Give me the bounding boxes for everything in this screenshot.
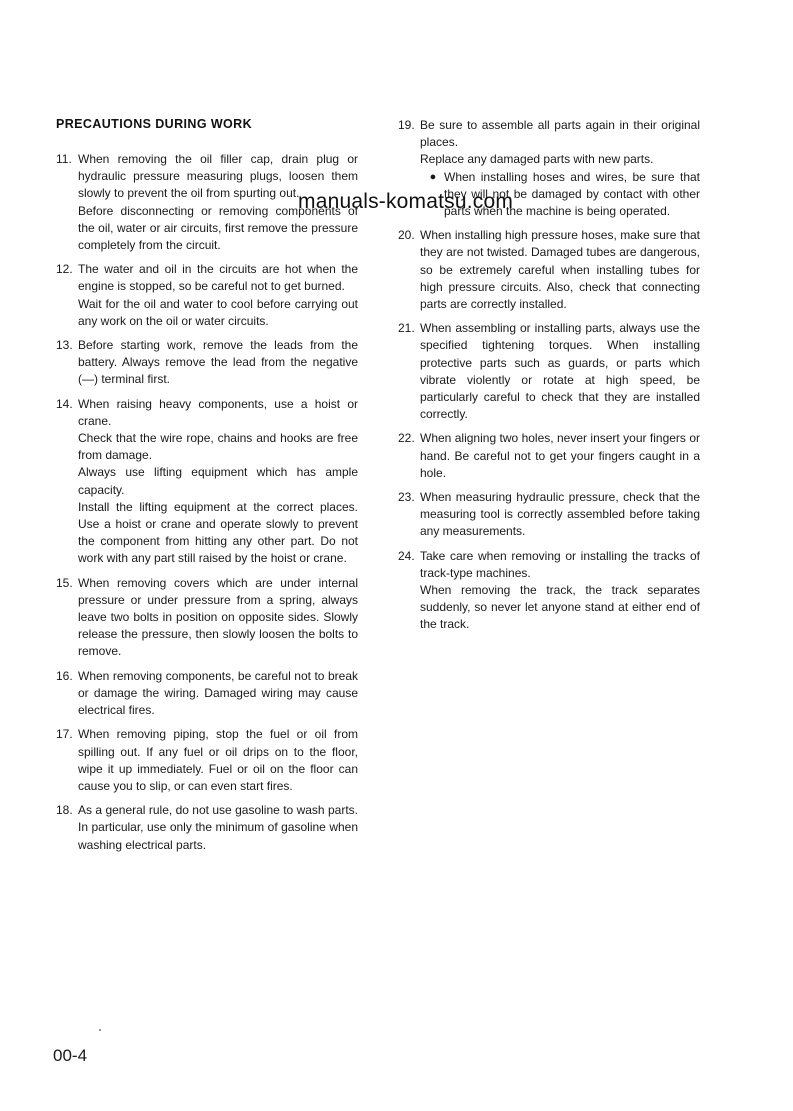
item-number: 15.	[56, 575, 73, 590]
item-paragraph: As a general rule, do not use gasoline to wash parts. In particular, use only the minimum of gasoline when washing electrical parts.	[78, 803, 358, 852]
list-item	[56, 668, 358, 720]
bullet-text: When installing hoses and wires, be sure that they will not be damaged by contact with other parts when the machine is being operated.	[444, 169, 700, 219]
item-paragraph: Take care when removing or installing the tracks of track-type machines.	[420, 548, 700, 580]
bullet-dot-icon: ●	[429, 170, 437, 183]
item-paragraph: When aligning two holes, never insert your fingers or hand. Be careful not to get your fingers caught in a hole.	[420, 431, 700, 480]
item-paragraph: Check that the wire rope, chains and hooks are free from damage.	[78, 431, 358, 463]
item-paragraph: When removing covers which are under internal pressure or under pressure from a spring, always leave two bolts in position on opposite sides. Slowly release the pressure, then slowly loosen the bolts to remove.	[78, 575, 358, 659]
list-item	[56, 396, 358, 568]
item-paragraph: When assembling or installing parts, always use the specified tightening torques. When installing protective parts such as guards, or parts which vibrate violently or rotate at high speed, be particularly careful to check that they are installed correctly.	[420, 321, 700, 422]
item-paragraph: Before disconnecting or removing components of the oil, water or air circuits, first remove the pressure completely from the circuit.	[78, 203, 358, 253]
item-paragraph: Be sure to assemble all parts again in their original places.	[420, 118, 700, 150]
item-paragraph: When removing the track, the track separates suddenly, so never let anyone stand at either end of the track.	[420, 583, 700, 632]
list-item	[56, 337, 358, 389]
item-number: 11.	[56, 152, 72, 166]
item-number: 21.	[398, 321, 415, 336]
list-item	[398, 489, 700, 541]
item-paragraph: Before starting work, remove the leads from the battery. Always remove the lead from the negative (—) terminal first.	[78, 338, 358, 387]
watermark-text: manuals-komatsu.com	[298, 190, 514, 213]
page-number: 00-4	[53, 1046, 88, 1065]
item-paragraph: When removing components, be careful not to break or damage the wiring. Damaged wiring may cause electrical fires.	[78, 668, 358, 718]
section-heading: PRECAUTIONS DURING WORK	[56, 117, 253, 131]
item-paragraph: Install the lifting equipment at the correct places. Use a hoist or crane and operate slowly to prevent the component from hitting any other part. Do not work with any part still raised by the hoist or crane.	[78, 499, 358, 566]
item-paragraph: When raising heavy components, use a hoist or crane.	[78, 396, 358, 428]
item-body	[78, 396, 358, 568]
item-paragraph: Wait for the oil and water to cool before carrying out any work on the oil or water circuits.	[78, 296, 358, 328]
item-body	[78, 261, 358, 330]
scan-speck	[99, 1029, 101, 1031]
list-item	[398, 320, 700, 423]
left-column	[56, 151, 358, 861]
item-body	[420, 489, 700, 541]
list-item	[56, 802, 358, 854]
list-item	[56, 575, 358, 661]
item-paragraph: Always use lifting equipment which has ample capacity.	[78, 465, 358, 497]
item-body	[78, 337, 358, 389]
item-body	[78, 575, 358, 661]
item-paragraph: The water and oil in the circuits are hot when the engine is stopped, so be careful not to get burned.	[78, 262, 358, 294]
item-number: 23.	[398, 490, 415, 505]
item-body	[420, 548, 700, 634]
item-paragraph: When measuring hydraulic pressure, check that the measuring tool is correctly assembled before taking any measurements.	[420, 490, 700, 539]
item-number: 16.	[56, 668, 73, 683]
list-item	[398, 227, 700, 313]
item-number: 22.	[398, 431, 415, 446]
item-body	[78, 668, 358, 720]
item-number: 19.	[398, 118, 415, 132]
item-number: 20.	[398, 228, 415, 243]
item-body	[420, 227, 700, 313]
item-body	[78, 802, 358, 854]
item-paragraph: When removing piping, stop the fuel or oil from spilling out. If any fuel or oil drips on to the floor, wipe it up immediately. Fuel or oil on the floor can cause you to slip, or can even start fires.	[78, 727, 358, 793]
item-number: 18.	[56, 803, 73, 818]
item-number: 12.	[56, 262, 73, 277]
list-item	[398, 430, 700, 482]
item-paragraph: Replace any damaged parts with new parts.	[420, 152, 654, 167]
list-item	[398, 548, 700, 634]
item-number: 17.	[56, 727, 73, 742]
list-item	[56, 726, 358, 795]
item-paragraph: When installing high pressure hoses, make sure that they are not twisted. Damaged tubes are dangerous, so be extremely careful when installing tubes for high pressure circuits. Also, check that connecting parts are correctly installed.	[420, 228, 700, 312]
item-paragraph: When removing the oil filler cap, drain plug or hydraulic pressure measuring plugs, loosen them slowly to prevent the oil from spurting out.	[78, 152, 358, 201]
item-number: 14.	[56, 396, 73, 411]
item-number: 13.	[56, 338, 73, 353]
item-body	[420, 320, 700, 423]
item-body	[78, 726, 358, 795]
item-number: 24.	[398, 548, 415, 563]
list-item	[56, 261, 358, 330]
item-body	[420, 430, 700, 482]
